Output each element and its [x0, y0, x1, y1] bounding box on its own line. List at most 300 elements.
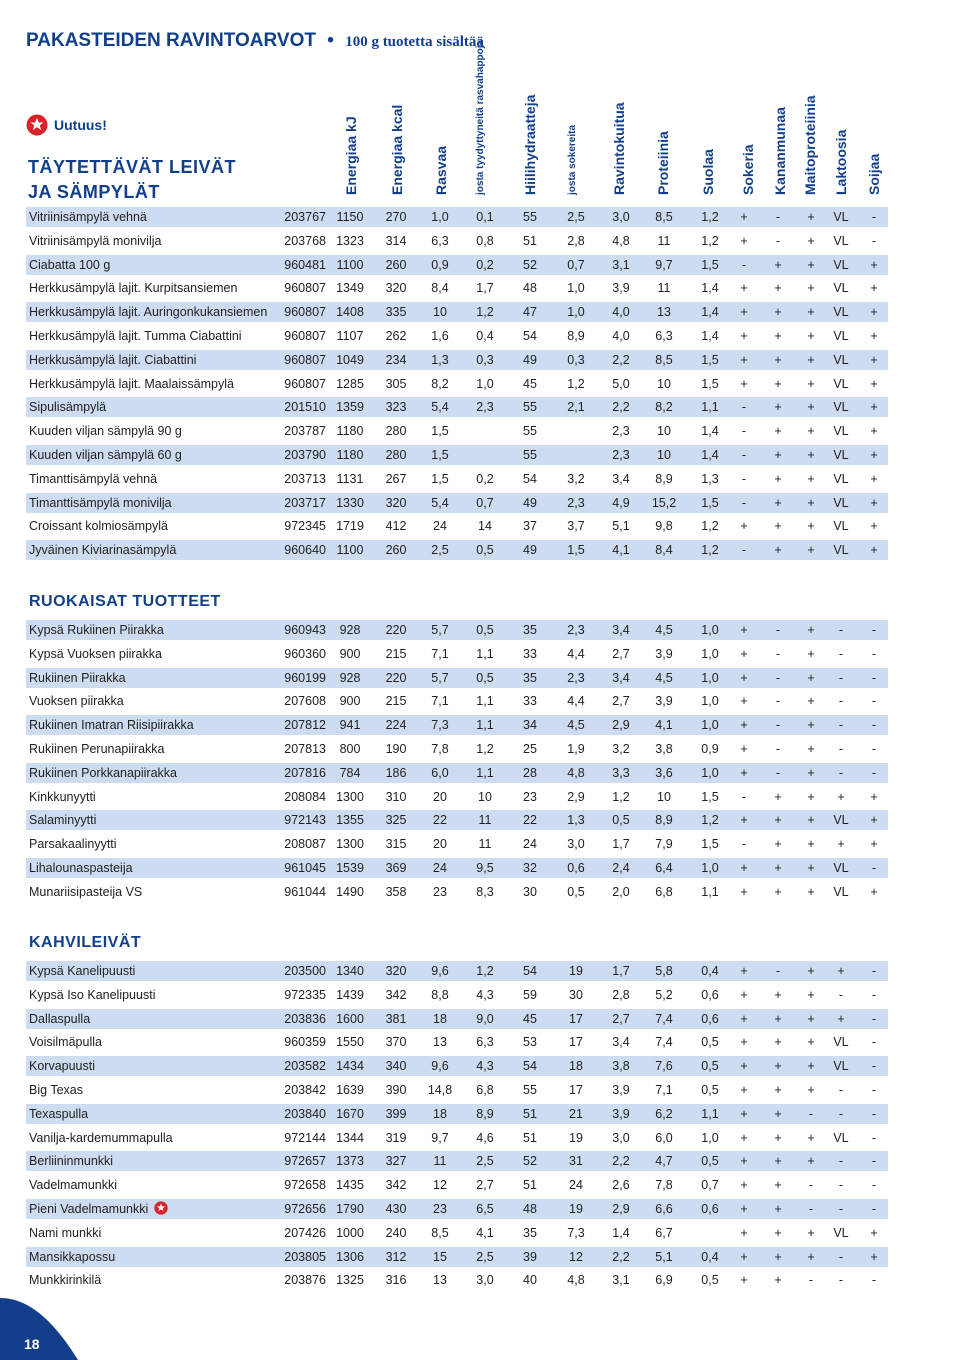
product-code: 972143 [284, 813, 326, 827]
nutrient-value: 8,2 [655, 400, 673, 414]
nutrient-value: 224 [385, 718, 407, 732]
nutrient-value: 941 [339, 718, 361, 732]
nutrient-value: 28 [523, 766, 537, 780]
section-title: KAHVILEIVÄT [29, 934, 142, 951]
table-row [26, 278, 888, 298]
nutrient-value: 1340 [336, 964, 364, 978]
column-header: Suolaa [700, 149, 716, 195]
nutrient-value: 9,5 [476, 861, 494, 875]
nutrient-value: 11 [657, 234, 671, 248]
nutrient-value: 17 [569, 1012, 583, 1026]
nutrient-value: 31 [569, 1154, 583, 1168]
product-code: 960640 [284, 543, 326, 557]
nutrient-value: 1,5 [431, 448, 449, 462]
product-name: Kypsä Iso Kanelipuusti [29, 988, 156, 1002]
nutrient-value: 55 [523, 1083, 537, 1097]
column-header: Maitoproteiinia [802, 95, 818, 195]
nutrient-value: 8,4 [431, 281, 449, 295]
allergen-value: + [870, 448, 878, 462]
allergen-value: + [740, 353, 748, 367]
allergen-value: + [774, 1107, 782, 1121]
nutrient-value: 1000 [336, 1226, 364, 1240]
nutrient-value: 3,4 [612, 472, 630, 486]
nutrient-value: 3,8 [612, 1059, 630, 1073]
nutrient-value: 2,3 [567, 671, 585, 685]
nutrient-value: 37 [523, 519, 537, 533]
nutrient-value: 10 [657, 377, 671, 391]
allergen-value: - [838, 1250, 844, 1264]
nutrient-value: 315 [385, 837, 407, 851]
allergen-value: - [838, 988, 844, 1002]
allergen-value: + [740, 1131, 748, 1145]
product-name: Lihalounaspasteija [29, 861, 133, 875]
allergen-value: - [741, 496, 747, 510]
nutrient-value: 1,1 [476, 766, 494, 780]
nutrient-value: 390 [385, 1083, 407, 1097]
table-row [26, 985, 888, 1005]
allergen-value: VL [833, 424, 849, 438]
nutrient-value: 55 [523, 424, 537, 438]
nutrient-value: 4,6 [476, 1131, 494, 1145]
allergen-value: + [740, 718, 748, 732]
allergen-value: - [871, 234, 877, 248]
nutrient-value: 280 [385, 448, 407, 462]
nutrient-value: 35 [523, 671, 537, 685]
nutrient-value: 1639 [336, 1083, 364, 1097]
nutrient-value: 1,0 [701, 647, 719, 661]
nutrient-value: 0,9 [701, 742, 719, 756]
allergen-value: - [871, 988, 877, 1002]
allergen-value: + [774, 281, 782, 295]
nutrient-value: 1490 [336, 885, 364, 899]
nutrient-value: 2,2 [612, 1154, 630, 1168]
nutrient-value: 430 [385, 1202, 407, 1216]
nutrient-value: 7,9 [655, 837, 673, 851]
allergen-value: - [871, 1131, 877, 1145]
nutrient-value: 310 [385, 790, 407, 804]
table-row [26, 326, 888, 346]
product-name: Munkkirinkilä [29, 1273, 102, 1287]
table-row [26, 961, 888, 981]
product-name: Kuuden viljan sämpylä 90 g [29, 424, 182, 438]
nutrient-value: 7,6 [655, 1059, 673, 1073]
title-bullet: • [327, 30, 334, 51]
nutrient-value: 8,9 [567, 329, 585, 343]
allergen-value: + [740, 305, 748, 319]
allergen-value: + [740, 671, 748, 685]
nutrient-value: 381 [385, 1012, 407, 1026]
nutrient-value: 6,3 [431, 234, 449, 248]
allergen-value: + [740, 988, 748, 1002]
nutrient-value: 5,4 [431, 496, 449, 510]
product-code: 972144 [284, 1131, 326, 1145]
product-name: Vanilja-kardemummapulla [29, 1131, 173, 1145]
allergen-value: + [837, 790, 845, 804]
nutrient-value: 25 [523, 742, 537, 756]
table-row [26, 739, 888, 759]
nutrient-value: 2,7 [612, 694, 630, 708]
nutrient-value: 1,7 [612, 964, 630, 978]
product-name: Rukiinen Imatran Riisipiirakka [29, 718, 194, 732]
nutrient-value: 6,6 [655, 1202, 673, 1216]
allergen-value: + [740, 694, 748, 708]
allergen-value: - [871, 1178, 877, 1192]
allergen-value: + [774, 1131, 782, 1145]
nutrient-value: 0,4 [701, 1250, 719, 1264]
nutrient-value: 1,4 [701, 329, 719, 343]
allergen-value: + [807, 424, 815, 438]
allergen-value: - [871, 1012, 877, 1026]
allergen-value: - [808, 1273, 814, 1287]
nutrient-value: 0,2 [476, 258, 494, 272]
allergen-value: + [807, 234, 815, 248]
nutrient-value: 52 [523, 258, 537, 272]
allergen-value: + [807, 377, 815, 391]
nutrient-value: 2,5 [431, 543, 449, 557]
allergen-value: + [807, 837, 815, 851]
allergen-value: VL [833, 448, 849, 462]
nutrient-value: 1373 [336, 1154, 364, 1168]
allergen-value: - [838, 1202, 844, 1216]
nutrient-value: 24 [523, 837, 537, 851]
product-code: 960943 [284, 623, 326, 637]
nutrient-value: 45 [523, 1012, 537, 1026]
allergen-value: + [740, 1273, 748, 1287]
nutrient-value: 8,2 [431, 377, 449, 391]
nutrient-value: 6,8 [476, 1083, 494, 1097]
nutrient-value: 325 [385, 813, 407, 827]
nutrient-value: 2,2 [612, 400, 630, 414]
nutrient-value: 1,1 [476, 647, 494, 661]
nutrient-value: 323 [385, 400, 407, 414]
nutrient-value: 3,9 [612, 281, 630, 295]
allergen-value: + [807, 305, 815, 319]
new-product-star-icon [154, 1201, 168, 1215]
allergen-value: + [807, 766, 815, 780]
allergen-value: VL [833, 813, 849, 827]
nutrient-value: 7,4 [655, 1012, 673, 1026]
allergen-value: - [871, 1202, 877, 1216]
table-row [26, 1128, 888, 1148]
product-code: 203500 [284, 964, 326, 978]
product-name: Vadelmamunkki [29, 1178, 118, 1192]
allergen-value: - [808, 1202, 814, 1216]
allergen-value: + [807, 1226, 815, 1240]
nutrient-value: 2,3 [567, 496, 585, 510]
nutrient-value: 40 [523, 1273, 537, 1287]
allergen-value: VL [833, 1035, 849, 1049]
allergen-value: + [774, 377, 782, 391]
nutrient-value: 1306 [336, 1250, 364, 1264]
nutrient-value: 6,0 [655, 1131, 673, 1145]
nutrient-value: 1,5 [701, 790, 719, 804]
nutrient-value: 1,5 [701, 353, 719, 367]
nutrient-value: 3,2 [612, 742, 630, 756]
allergen-value: - [838, 671, 844, 685]
nutrient-value: 34 [523, 718, 537, 732]
nutrient-value: 6,9 [655, 1273, 673, 1287]
nutrient-value: 1300 [336, 790, 364, 804]
nutrient-value: 1,2 [701, 543, 719, 557]
page-title [26, 30, 484, 52]
nutrient-value: 20 [433, 837, 447, 851]
nutrient-value: 1,3 [431, 353, 449, 367]
allergen-value: + [807, 813, 815, 827]
product-code: 203717 [284, 496, 326, 510]
nutrient-value: 7,1 [431, 694, 449, 708]
nutrient-value: 1719 [336, 519, 364, 533]
table-row [26, 763, 888, 783]
nutrient-value: 1,2 [701, 210, 719, 224]
allergen-value: + [774, 1250, 782, 1264]
allergen-value: - [871, 718, 877, 732]
nutrient-value: 1,1 [476, 694, 494, 708]
nutrient-value: 22 [433, 813, 447, 827]
product-name: Herkkusämpylä lajit. Tumma Ciabattini [29, 329, 242, 343]
nutrient-value: 900 [339, 647, 361, 661]
product-code: 201510 [284, 400, 326, 414]
product-name: Timanttisämpylä monivilja [29, 496, 172, 510]
nutrient-value: 0,7 [476, 496, 494, 510]
nutrient-value: 11 [657, 281, 671, 295]
table-row [26, 834, 888, 854]
nutrient-value: 2,0 [612, 885, 630, 899]
allergen-value: + [870, 281, 878, 295]
nutrient-value: 1,0 [567, 305, 585, 319]
allergen-value: - [838, 694, 844, 708]
table-row [26, 1056, 888, 1076]
nutrient-value: 1550 [336, 1035, 364, 1049]
nutrient-value: 1,0 [701, 1131, 719, 1145]
product-name: Berliininmunkki [29, 1154, 114, 1168]
allergen-value: + [807, 400, 815, 414]
nutrient-value: 39 [523, 1250, 537, 1264]
nutrient-value: 0,7 [701, 1178, 719, 1192]
nutrient-value: 312 [385, 1250, 407, 1264]
allergen-value: + [774, 790, 782, 804]
nutrient-value: 6,7 [655, 1226, 673, 1240]
product-name: Munariisipasteija VS [29, 885, 143, 899]
nutrient-value: 3,2 [567, 472, 585, 486]
nutrient-value: 59 [523, 988, 537, 1002]
allergen-value: + [807, 258, 815, 272]
product-name: Herkkusämpylä lajit. Ciabattini [29, 353, 197, 367]
allergen-value: + [807, 1154, 815, 1168]
nutrient-value: 8,4 [655, 543, 673, 557]
nutrient-value: 2,4 [612, 861, 630, 875]
nutrient-value: 190 [385, 742, 407, 756]
nutrient-value: 0,4 [476, 329, 494, 343]
allergen-value: - [838, 1154, 844, 1168]
nutrient-value: 55 [523, 448, 537, 462]
nutrient-value: 9,0 [476, 1012, 494, 1026]
allergen-value: - [775, 671, 781, 685]
nutrient-value: 8,5 [655, 210, 673, 224]
nutrient-value: 2,1 [567, 400, 585, 414]
allergen-value: - [741, 837, 747, 851]
nutrient-value: 1049 [336, 353, 364, 367]
nutrient-value: 51 [523, 1131, 537, 1145]
nutrient-value: 19 [569, 1202, 583, 1216]
nutrient-value: 5,7 [431, 671, 449, 685]
nutrient-value: 240 [385, 1226, 407, 1240]
nutrient-value: 17 [569, 1035, 583, 1049]
nutrient-value: 4,4 [567, 647, 585, 661]
allergen-value: VL [833, 519, 849, 533]
product-name: Kinkkunyytti [29, 790, 96, 804]
nutrient-value: 262 [385, 329, 407, 343]
allergen-value: VL [833, 305, 849, 319]
nutrient-value: 8,8 [431, 988, 449, 1002]
nutrient-value: 3,4 [612, 623, 630, 637]
table-row [26, 668, 888, 688]
nutrient-value: 0,6 [701, 988, 719, 1002]
nutrient-value: 1,0 [701, 694, 719, 708]
nutrient-value: 8,9 [476, 1107, 494, 1121]
column-header: Rasvaa [433, 145, 449, 195]
allergen-value: - [871, 766, 877, 780]
allergen-value: - [838, 766, 844, 780]
allergen-value: - [871, 210, 877, 224]
nutrient-value: 220 [385, 671, 407, 685]
product-code: 207608 [284, 694, 326, 708]
allergen-value: - [871, 861, 877, 875]
nutrient-value: 6,4 [655, 861, 673, 875]
allergen-value: + [807, 519, 815, 533]
nutrient-value: 320 [385, 964, 407, 978]
nutrient-value: 4,9 [612, 496, 630, 510]
allergen-value: VL [833, 861, 849, 875]
nutrient-value: 186 [385, 766, 407, 780]
allergen-value: VL [833, 472, 849, 486]
nutrient-value: 14,8 [427, 1083, 453, 1097]
nutrient-value: 2,8 [612, 988, 630, 1002]
nutrient-value: 15 [433, 1250, 447, 1264]
product-name: Herkkusämpylä lajit. Maalaissämpylä [29, 377, 234, 391]
allergen-value: + [807, 1083, 815, 1097]
allergen-value: + [870, 377, 878, 391]
allergen-value: - [741, 424, 747, 438]
nutrient-value: 3,1 [612, 1273, 630, 1287]
nutrient-value: 3,9 [655, 694, 673, 708]
allergen-value: - [871, 1154, 877, 1168]
product-name: Kypsä Rukiinen Piirakka [29, 623, 164, 637]
allergen-value: + [870, 329, 878, 343]
nutrient-value: 1180 [336, 448, 364, 462]
allergen-value: + [807, 543, 815, 557]
product-code: 203842 [284, 1083, 326, 1097]
nutrient-value: 0,5 [701, 1154, 719, 1168]
allergen-value: - [871, 671, 877, 685]
nutrient-value: 24 [569, 1178, 583, 1192]
column-header: Laktoosia [833, 129, 849, 195]
nutrient-value: 12 [433, 1178, 447, 1192]
product-code: 203768 [284, 234, 326, 248]
product-code: 203840 [284, 1107, 326, 1121]
allergen-value: VL [833, 258, 849, 272]
nutrient-value: 9,6 [431, 1059, 449, 1073]
allergen-value: + [740, 281, 748, 295]
nutrient-value: 1325 [336, 1273, 364, 1287]
allergen-value: + [774, 1178, 782, 1192]
nutrient-value: 1,0 [567, 281, 585, 295]
allergen-value: + [774, 305, 782, 319]
allergen-value: + [807, 1012, 815, 1026]
nutrient-value: 1107 [336, 329, 364, 343]
allergen-value: + [740, 234, 748, 248]
nutrient-value: 9,7 [655, 258, 673, 272]
allergen-value: - [871, 1107, 877, 1121]
nutrient-value: 23 [433, 885, 447, 899]
allergen-value: + [774, 496, 782, 510]
nutrient-value: 1100 [336, 258, 364, 272]
nutrient-value: 1,9 [567, 742, 585, 756]
nutrient-value: 369 [385, 861, 407, 875]
nutrient-value: 4,5 [567, 718, 585, 732]
nutrient-value: 4,0 [612, 305, 630, 319]
product-name: Herkkusämpylä lajit. Kurpitsansiemen [29, 281, 238, 295]
nutrient-value: 11 [478, 837, 492, 851]
nutrient-value: 0,5 [476, 623, 494, 637]
allergen-value: + [837, 837, 845, 851]
nutrient-value: 3,6 [655, 766, 673, 780]
product-code: 203790 [284, 448, 326, 462]
nutrient-value: 0,5 [567, 885, 585, 899]
allergen-value: - [775, 694, 781, 708]
product-code: 207813 [284, 742, 326, 756]
nutrient-value: 3,9 [612, 1083, 630, 1097]
allergen-value: - [871, 1059, 877, 1073]
nutrient-value: 33 [523, 647, 537, 661]
allergen-value: + [740, 813, 748, 827]
nutrient-value: 270 [385, 210, 407, 224]
nutrient-value: 342 [385, 988, 407, 1002]
nutrient-value: 1,4 [701, 424, 719, 438]
product-code: 960199 [284, 671, 326, 685]
nutrient-value: 5,1 [612, 519, 630, 533]
product-code: 960807 [284, 353, 326, 367]
nutrient-value: 260 [385, 258, 407, 272]
table-row [26, 1080, 888, 1100]
allergen-value: - [808, 1178, 814, 1192]
product-name: Nami munkki [29, 1226, 102, 1240]
nutrient-value: 1,0 [701, 766, 719, 780]
allergen-value: + [774, 1273, 782, 1287]
table-row [26, 1175, 888, 1195]
allergen-value: VL [833, 400, 849, 414]
nutrient-value: 1,2 [701, 519, 719, 533]
allergen-value: - [775, 742, 781, 756]
nutrient-value: 4,3 [476, 988, 494, 1002]
table-row [26, 691, 888, 711]
nutrient-value: 260 [385, 543, 407, 557]
product-name: Dallaspulla [29, 1012, 91, 1026]
nutrient-value: 1,4 [612, 1226, 630, 1240]
nutrient-value: 1323 [336, 234, 364, 248]
new-product-label: Uutuus! [54, 117, 107, 133]
nutrient-value: 13 [433, 1273, 447, 1287]
nutrient-value: 1,1 [701, 400, 719, 414]
nutrient-value: 19 [569, 964, 583, 978]
nutrient-value: 9,6 [431, 964, 449, 978]
nutrient-value: 4,3 [476, 1059, 494, 1073]
nutrient-value: 0,4 [701, 964, 719, 978]
nutrient-value: 220 [385, 623, 407, 637]
table-row [26, 1032, 888, 1052]
nutrient-value: 2,9 [567, 790, 585, 804]
product-name: Ciabatta 100 g [29, 258, 111, 272]
product-name: Vitriinisämpylä vehnä [29, 210, 147, 224]
